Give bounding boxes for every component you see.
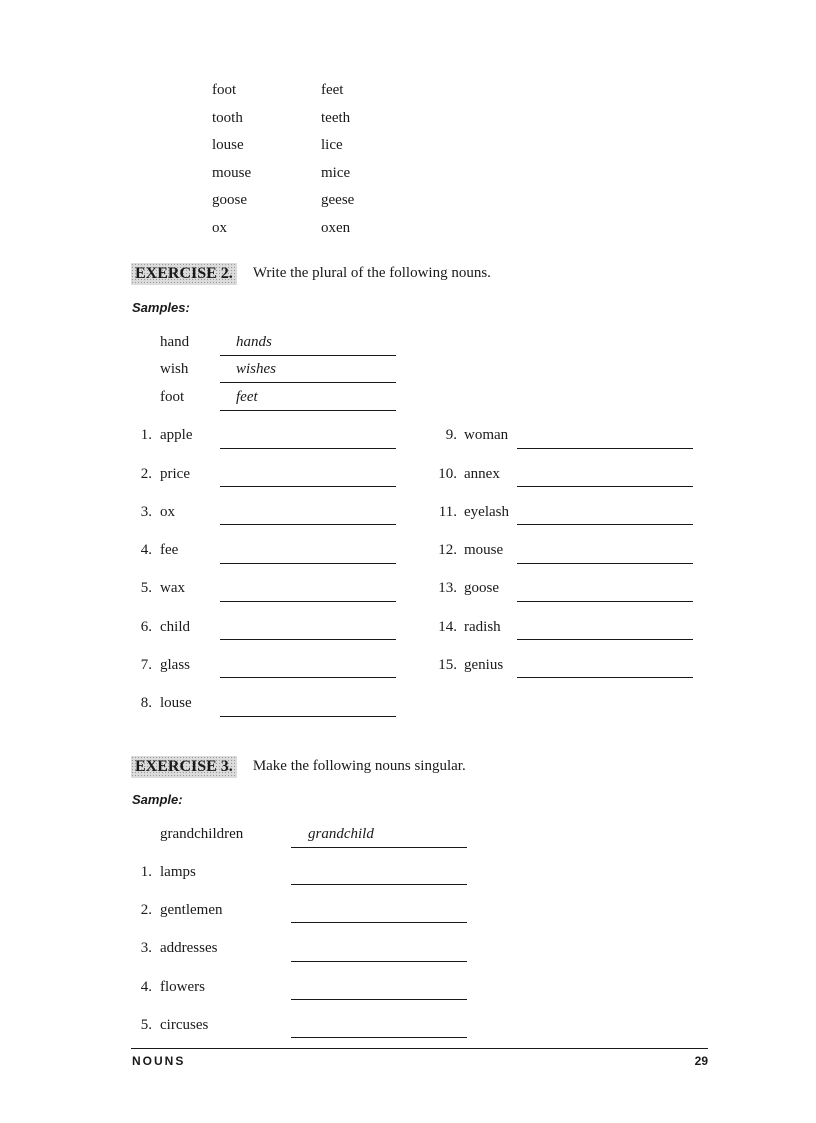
item-number: 1.	[140, 427, 152, 443]
item-word: woman	[464, 427, 509, 443]
answer-blank[interactable]	[291, 883, 467, 885]
sample-label: Sample:	[132, 792, 183, 807]
item-number: 11.	[438, 504, 457, 520]
item-number: 9.	[445, 427, 457, 443]
answer-blank[interactable]	[291, 1036, 467, 1038]
answer-blank[interactable]	[517, 600, 693, 602]
exercise-3-instruction: Make the following nouns singular.	[252, 758, 466, 774]
plural-word: mice	[321, 164, 351, 181]
item-word: fee	[160, 542, 179, 558]
answer-blank[interactable]	[517, 638, 693, 640]
item-number: 3.	[140, 504, 152, 520]
answer-blank[interactable]	[291, 960, 467, 962]
answer-blank[interactable]	[220, 600, 396, 602]
exercise-3-header	[131, 756, 466, 778]
item-word: louse	[160, 695, 192, 711]
answer-blank[interactable]	[220, 562, 396, 564]
item-number: 8.	[140, 695, 152, 711]
item-number: 5.	[140, 580, 152, 596]
item-word: apple	[160, 427, 193, 443]
item-number: 14.	[438, 619, 457, 635]
item-word: annex	[464, 466, 500, 482]
item-number: 4.	[140, 542, 152, 558]
answer-blank[interactable]	[517, 485, 693, 487]
item-word: lamps	[160, 864, 196, 880]
answer-blank[interactable]	[291, 921, 467, 923]
item-number: 15.	[438, 657, 457, 673]
item-number: 13.	[438, 580, 457, 596]
answer-blank[interactable]	[220, 638, 396, 640]
item-number: 6.	[140, 619, 152, 635]
item-word: genius	[464, 657, 504, 673]
item-word: circuses	[160, 1017, 209, 1033]
plural-word: teeth	[321, 109, 351, 126]
item-number: 5.	[140, 1017, 152, 1033]
sample-word: grandchildren	[160, 826, 244, 842]
singular-word: mouse	[212, 164, 252, 181]
sample-answer: feet	[236, 389, 258, 405]
plural-word: oxen	[321, 219, 351, 236]
answer-blank[interactable]	[291, 998, 467, 1000]
plural-word: feet	[321, 82, 344, 98]
sample-word: foot	[160, 389, 185, 405]
item-number: 1.	[140, 864, 152, 880]
item-word: flowers	[160, 979, 205, 995]
sample-answer: grandchild	[308, 826, 374, 842]
singular-word: goose	[212, 192, 247, 209]
answer-blank[interactable]	[517, 676, 693, 678]
exercise-2-header	[131, 263, 491, 285]
sample-word: hand	[160, 334, 190, 350]
sample-answer: hands	[236, 334, 272, 350]
item-number: 4.	[140, 979, 152, 995]
item-word: radish	[464, 619, 501, 635]
plural-column	[321, 81, 354, 247]
item-number: 7.	[140, 657, 152, 673]
item-word: mouse	[464, 542, 504, 558]
item-number: 12.	[438, 542, 457, 558]
plural-word: geese	[321, 192, 355, 209]
exercise-2-instruction: Write the plural of the following nouns.	[252, 265, 491, 281]
singular-word: louse	[212, 137, 244, 154]
footer-section-title: NOUNS	[132, 1054, 186, 1068]
item-number: 3.	[140, 940, 152, 956]
answer-blank[interactable]	[517, 523, 693, 525]
answer-blank[interactable]	[220, 676, 396, 678]
answer-blank[interactable]	[220, 447, 396, 449]
answer-blank[interactable]	[220, 523, 396, 525]
item-word: gentlemen	[160, 902, 223, 918]
answer-blank[interactable]	[517, 562, 693, 564]
exercise-2-label: EXERCISE 2.	[131, 263, 237, 285]
item-word: glass	[160, 657, 190, 673]
item-word: price	[160, 466, 190, 482]
exercise-3-label: EXERCISE 3.	[131, 756, 237, 778]
sample-answer: wishes	[236, 361, 277, 377]
page-number: 29	[694, 1054, 708, 1068]
samples-label: Samples:	[132, 300, 190, 315]
item-word: addresses	[160, 940, 218, 956]
plural-word: lice	[321, 137, 343, 154]
item-word: ox	[160, 504, 175, 520]
answer-blank[interactable]	[220, 715, 396, 717]
item-word: child	[160, 619, 190, 635]
singular-column	[212, 81, 251, 247]
item-word: goose	[464, 580, 499, 596]
item-word: wax	[160, 580, 185, 596]
item-number: 2.	[140, 466, 152, 482]
footer-divider	[131, 1048, 708, 1049]
item-word: eyelash	[464, 504, 509, 520]
answer-blank[interactable]	[517, 447, 693, 449]
singular-word: ox	[212, 219, 227, 236]
item-number: 2.	[140, 902, 152, 918]
item-number: 10.	[438, 466, 457, 482]
singular-word: tooth	[212, 109, 243, 126]
singular-word: foot	[212, 82, 237, 98]
answer-blank[interactable]	[220, 485, 396, 487]
sample-word: wish	[160, 361, 189, 377]
